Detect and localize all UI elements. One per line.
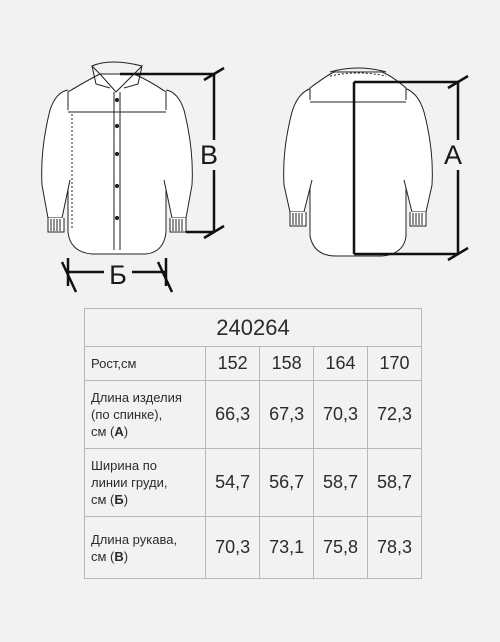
label-line: см ( (91, 492, 115, 507)
model-number: 240264 (85, 309, 422, 347)
shirt-back-view (284, 68, 433, 256)
label-close: ) (123, 424, 129, 439)
row-label-length (85, 381, 206, 449)
label-line: см ( (91, 548, 115, 564)
dimension-letter-ref: Б (114, 492, 124, 507)
table-row-chest-width (85, 449, 422, 517)
shirt-front-view (42, 62, 193, 254)
label-close: ) (123, 492, 129, 507)
height-header-row (85, 347, 422, 381)
size-header-164: 164 (314, 347, 368, 381)
label-line: Длина изделия (91, 390, 182, 405)
row-label-chest-width (85, 449, 206, 517)
table-cell: 58,7 (314, 449, 368, 517)
label-line: см ( (91, 424, 115, 439)
label-line: Ширина по (91, 458, 157, 473)
table-cell: 67,3 (260, 381, 314, 449)
table-cell: 72,3 (368, 381, 422, 449)
table-cell: 58,7 (368, 449, 422, 517)
dimension-letter-ref: А (114, 424, 124, 439)
table-cell: 78,3 (368, 517, 422, 579)
height-header-label: Рост,см (85, 347, 206, 381)
dimension-letter-ref: В (114, 548, 124, 564)
dimension-letter-b: Б (109, 260, 127, 290)
size-header-170: 170 (368, 347, 422, 381)
size-chart-table (84, 308, 422, 579)
table-cell: 75,8 (314, 517, 368, 579)
dimension-letter-a: А (443, 140, 463, 170)
label-line: (по спинке), (91, 407, 163, 422)
dimension-letter-v: В (199, 140, 219, 170)
label-close: ) (123, 548, 129, 564)
size-header-158: 158 (260, 347, 314, 381)
label-line: Длина рукава, (91, 531, 178, 547)
table-cell: 70,3 (206, 517, 260, 579)
label-line: линии груди, (91, 475, 168, 490)
size-header-152: 152 (206, 347, 260, 381)
model-row (85, 309, 422, 347)
table-cell: 66,3 (206, 381, 260, 449)
table-cell: 70,3 (314, 381, 368, 449)
row-label-sleeve-length (85, 517, 206, 579)
table-cell: 73,1 (260, 517, 314, 579)
table-row-sleeve-length (85, 517, 422, 579)
shirt-technical-drawing (0, 0, 500, 300)
table-row-length (85, 381, 422, 449)
table-cell: 56,7 (260, 449, 314, 517)
table-cell: 54,7 (206, 449, 260, 517)
